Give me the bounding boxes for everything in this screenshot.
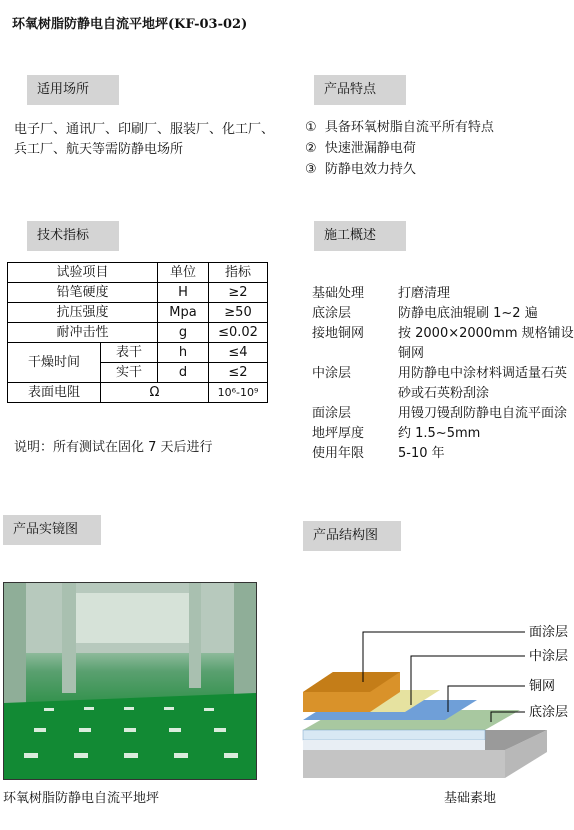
feature-item: ② 快速泄漏静电荷 (305, 141, 416, 156)
table-row (8, 323, 268, 343)
table-row (8, 303, 268, 323)
floor-photo-illustration (4, 583, 256, 779)
table-cell: d (158, 363, 209, 383)
spec-table (7, 262, 268, 403)
label-mid-coat: 中涂层 (529, 649, 569, 664)
step-row: 底涂层 防静电底油辊刷 1~2 遍 (312, 306, 538, 321)
table-cell: 10⁶-10⁹ (209, 383, 268, 403)
label-top-coat: 面涂层 (529, 625, 569, 640)
step-row: 地坪厚度 约 1.5~5mm (312, 426, 481, 441)
table-cell: Ω (101, 383, 209, 403)
table-header: 单位 (158, 263, 209, 283)
section-photo: 产品实镜图 (3, 515, 101, 545)
table-cell: h (158, 343, 209, 363)
section-construction: 施工概述 (314, 221, 406, 251)
table-cell: 铅笔硬度 (8, 283, 158, 303)
page-title: 环氧树脂防静电自流平地坪(KF-03-02) (12, 17, 248, 32)
table-cell: 表干 (101, 343, 158, 363)
photo-caption: 环氧树脂防静电自流平地坪 (3, 791, 160, 806)
label-mesh: 铜网 (529, 679, 556, 694)
table-cell: ≥50 (209, 303, 268, 323)
section-features: 产品特点 (314, 75, 406, 105)
table-row (8, 283, 268, 303)
table-cell: ≥2 (209, 283, 268, 303)
product-photo (3, 582, 257, 780)
test-note: 说明：所有测试在固化 7 天后进行 (14, 440, 213, 455)
table-cell: ≤4 (209, 343, 268, 363)
table-cell: Mpa (158, 303, 209, 323)
table-cell: ≤0.02 (209, 323, 268, 343)
step-row: 使用年限 5-10 年 (312, 446, 445, 461)
table-header: 指标 (209, 263, 268, 283)
section-specs: 技术指标 (27, 221, 119, 251)
step-row: 中涂层 用防静电中涂材料调适量石英砂或石英粉刮涂 (312, 366, 568, 401)
section-usage: 适用场所 (27, 75, 119, 105)
usage-line: 电子厂、通讯厂、印刷厂、服装厂、化工厂、 (14, 122, 275, 137)
section-structure: 产品结构图 (303, 521, 401, 551)
usage-line: 兵工厂、航天等需防静电场所 (14, 142, 184, 157)
feature-item: ① 具备环氧树脂自流平所有特点 (305, 120, 494, 135)
table-header-row (8, 263, 268, 283)
table-cell: ≤2 (209, 363, 268, 383)
table-header: 试验项目 (8, 263, 158, 283)
table-cell: H (158, 283, 209, 303)
feature-item: ③ 防静电效力持久 (305, 162, 416, 177)
table-cell: g (158, 323, 209, 343)
table-row (8, 383, 268, 403)
table-cell: 表面电阻 (8, 383, 101, 403)
construction-steps (312, 284, 574, 464)
features-list (305, 117, 494, 180)
base-label: 基础素地 (444, 791, 497, 806)
step-row: 面涂层 用镘刀镘刮防静电自流平面涂 (312, 406, 568, 421)
table-cell: 抗压强度 (8, 303, 158, 323)
usage-text (14, 120, 274, 160)
table-cell: 耐冲击性 (8, 323, 158, 343)
structure-diagram (295, 600, 574, 810)
step-row: 接地铜网 按 2000×2000mm 规格铺设铜网 (312, 326, 574, 361)
table-row (8, 343, 268, 363)
label-primer: 底涂层 (529, 705, 569, 720)
table-cell: 干燥时间 (8, 343, 101, 383)
table-cell: 实干 (101, 363, 158, 383)
step-row: 基础处理 打磨清理 (312, 286, 451, 301)
